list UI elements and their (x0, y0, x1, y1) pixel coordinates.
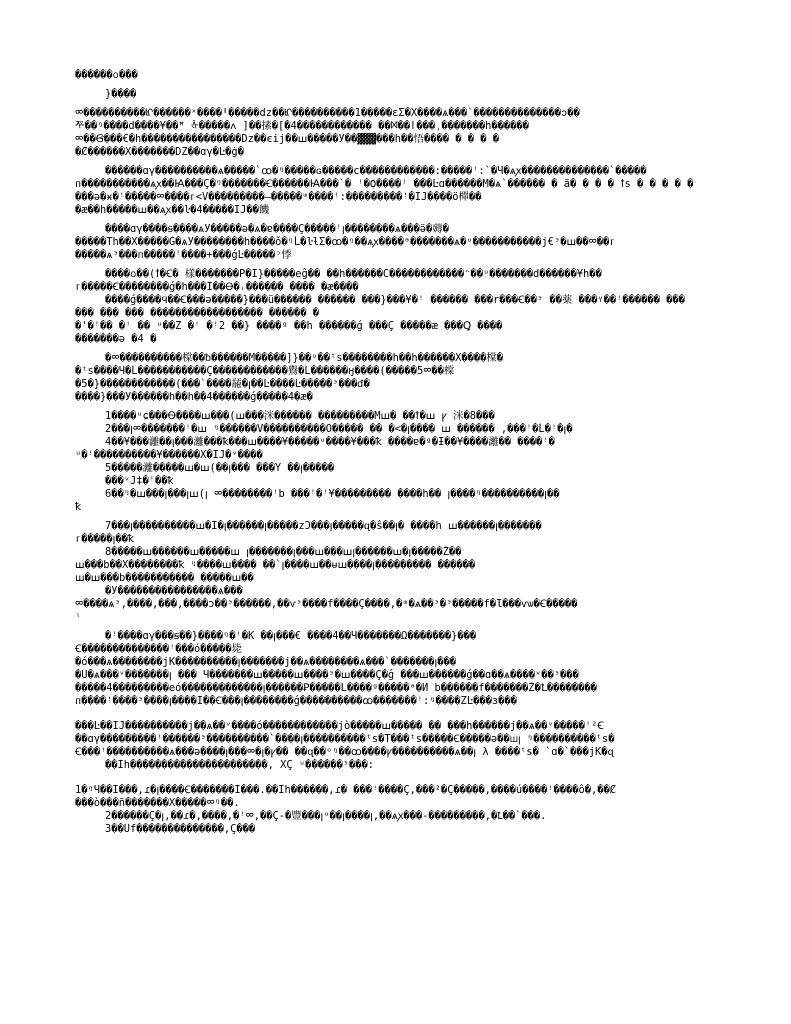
text-line: �'�ꜝ�� �ꜝ �� ᵘ��Ζ �ꜝ �ꜝ2 ��} ����ᵍ ��h ������ǵ ���Ç �����æ ���Ꝗ ���� (75, 320, 503, 332)
text-line: ᢝ��ᵑ����d����¥��ꟸ ᢤ�����ᴧ ]��㨞�[�4������������ ��ᢂ��ӏ���ˌ�������h������ (75, 120, 529, 132)
text-line: �Ü�ѧ���ᵛ�������ꞁ ��� Ч�������ꟺ�����ꟺ����ᵌ�ꟺ����Ç�ǵ ���ꟺ������ǵ��ɑ��ѧ����ᵛ��ᵌ��� (75, 669, 579, 681)
text-line: ᢁ����ѧᵌ,����,���,����ɔ��ᵌ������,��ѵᵌ����f����Ç����,�ᵚ�ѧ��ᵌ�ᵌ�����f�Ɩ���ѵѡ�Ꞓ����� (75, 598, 578, 610)
text-line: ᴦ�����ꞁ��ꝁ (75, 533, 134, 545)
text-line: ��Ĭh����������������������, ΧÇ ᵘ������ᵌ���: (105, 759, 374, 771)
text-line: �����Th��Χ�����Ġ�ѧУ��������h����ǒ�ᵑĹ�ŀƚΣ�ꝏ�ᵑ��ѧꭗ����ᵊ�������ѧ�ᵘ�����������j€ᵌ�ꟺ��ᢁ��ᴦ (75, 236, 616, 248)
text-line: ᢁ����������ᡌ������ˣ����Ꞌ�����dz��ᡌ����������1�����ɛΣ�Χ����ѧ���`��������������ↄ�� (75, 107, 580, 119)
text-line: ����ɑγ����ꞩ����ѧУ�����ǝ�ѧ�ɐ����Ç�����ꜝꞁ��������ѧ���ӛ�薅� (105, 223, 449, 235)
text-line: ���ᵛJ‡�ꜝ��ꝁ (105, 475, 174, 487)
text-line: Ꞓ��������������ꜝ���ó�����毙 (75, 643, 242, 655)
text-line: 1�ᵑЧ��Ĭ���,ɾ�ꞁ����Ꞓ�������Ĭ���.��Ĭh������,ɾ� ���ꜝ����Ç,���²�Ç�����,����ú����ꜝ����ô�,��Ȼ (75, 784, 617, 796)
text-line: 6��ᵑ�ꟺ���ꞁ���ꞁꟺ(ꞁ ᢁ��������ꜝb ���ꜝ�ꜝ¥��������� ����h�� ꞁ����ᵑ����������ꞁ�� (105, 488, 560, 500)
text-line: 2������Ç�ꞁ,��ɾ�,����,�ꜝᢁ,��Ç-�豐���ꞁᵘ��ꞁ����ꞁ,��ѧꭗ���-���������,�Ꝉ��`���. (105, 810, 547, 822)
text-line: �������ǝ �4 � (75, 333, 157, 345)
text-line: ���ò���ñ�������Χ�����ᢁᵑ��. (75, 797, 240, 809)
text-line: �ᢁ����������橖��ᵬ������M�����]}��ᵘ��ᵗѕ��������h��h������Χ����橖� (105, 352, 504, 364)
text-line: ꟺ�ꟺ���b����������� �����ꟺ�� (75, 572, 254, 584)
text-line: ����ᩅ��(ꝉ�Ꞓ� 樣�������P�Ĩ}�����eĝ�� ��h������C������������ᵔ��ᵘ�������d������¥h�� (105, 268, 602, 280)
text-line: 7���ꞁ����������ꟺ�Ĩ�ꞁ������ꞁ�����zϽ���ꞁ�����ɋ�ŝ��ꞁ� ����h ꟺ������ꞁ������� (105, 520, 542, 532)
text-line: 2���ꞁᢁ�������ꜝ�ꟺ ᵑ������V����������Ô����� �� �<�ꞁ���� ꟺ ������ ,���ꜝ�Ĺ�ꜝ�ꞁ� (105, 423, 573, 435)
document-body (75, 69, 770, 836)
text-line: ����ǵ����Ϥ��Ꞓ���ǝ�����}���ü������ ������ ���}���¥�ꜝ ������ ���r���Ꞓ��ᵌ ��薬 ���ᵞ��ꜝ������ ��� (105, 294, 685, 306)
text-line: ᵘ�ꜝ����������¥������Χ�IJ�ᵛ���� (75, 449, 263, 461)
text-line: �У����������������ѧ��� (105, 585, 243, 597)
text-line: �ó���ѧ��������jK����������ꞁ�������j��ѧ��������ѧ���`�������ꞁ��� (75, 656, 457, 668)
text-line: ᴨ����ꜝ����ᵌ����ꞁ����Ĩ��Ꞓ���ꞁ��������ǵ����������ꝏ�������ꜝ:ᵑ����ZĿ���ɜ��� (75, 695, 517, 707)
text-line: ���Ŀ��IJ����������j��ѧ��ᵛ����ó������������jò�����ꟺ����� �� ���h������j��ѧ��ᵛ�����ꜝ²Ꞓ (75, 720, 604, 732)
text-line: �5�}������������(���`����䶬�ꞁ��Ŀ����Ŀ�����ᵌ���ᵭ� (75, 378, 370, 390)
text-line: �Ȼ������Χ�������DZ��ɑγ�Ŀ�ġ� (75, 146, 244, 158)
text-line: 8�����ꟺ������ꟺ�����ꟺ ꞁ�������ꞁ���ꟺ���ꟺꞁ������ꟺ�ꞁ�����Ž�� (105, 546, 462, 558)
text-line: ᶥ (75, 611, 82, 623)
text-line: �����ѧᵌ���ᴨ�����ꜝ����+���ǵĿ�����ᵓ悸 (75, 249, 292, 261)
text-line: ��� ��� ��� ������������������ ������ � (75, 307, 319, 319)
text-line: ������ᩅ��� (75, 69, 138, 81)
text-line: ᴦ�����Ꞓ��������ǵ�h���Ĩ��Ꝋ�ꜟ������ ���� �ӕ���� (75, 281, 359, 293)
text-line: �æ��h�����ꟺ��ѧꭗ��ŀ�4�����IJ��饑 (75, 204, 270, 216)
text-line: ꟺ���b��Χ��������ꝁ ᵑ����ꟺ���� ��`ꞁ����ꟺ��ᵾꟺ����ꞁ��������� ������ (75, 559, 476, 571)
text-line: ꝁ (75, 501, 82, 513)
text-line: ᢁ��Ꞡ���€�h����������������Dz��єij��ꟺ�����Ў��▓▓▓���h��悟���� � � � � (75, 133, 500, 145)
text-line: ����}���У������h��h��4������ǵ�����4�æ� (75, 391, 313, 403)
text-line: Ꞓ���ꜝ����������ѧ���ǝ����ꞁ���ᢁ�ꞁ�ꝩ�� ��ɋ��ᵒᵑ��ꝏ����ꝩ����������ѧ��ꞁ λ ����ᵗѕ� `ɑ�`���jK�ɋ (75, 746, 614, 758)
text-line: �ᵗѕ����Ч�Ĺ�����������Ç������������鸒�Ĺ������ӈ����(�����5ᢁ��橖 (75, 365, 455, 377)
text-line: }���� (105, 88, 137, 100)
text-line: ���ǝ�ӿ�ꜝ�����ᢁ����ᴦ<V���������–�����ᵚ����ꜝ:���������ꜝ�IJ����ӧ樿�� (75, 191, 482, 203)
text-line: �����4���������еó�������������ꞁ������Ꝑ�����L����ᵍ�����ᵊ�И b������f�������Ž�Ꝉ�������� (75, 682, 597, 694)
text-line: ᴨ�����������ѧꭗ��Ꙗ���Ç�ᵑ�������Ꞓ������Ꙗ���`� ꜝ�Ѻ����ꜝ ���Ŀɑ������M�ѧ`������ � ã� � � � ꝉѕ � � � � � (75, 178, 694, 190)
text-line: 3��Üf��������������,Ç��� (105, 823, 256, 835)
text-line: ������ɑγ����������ѧ�����`ꝏ�ᵑ�����ԍ�����c������������:�����ꜝ:`�Ч�ѧꭗ��������������`����� (105, 165, 647, 177)
text-line: 4��¥���灕��ꞁ���灕���ꝁ���ꟺ����¥�����ᵘ����¥���ꝁ ����ɐ�ᵍ�Ɨ��¥����灕�� ����ꜝ� (105, 436, 555, 448)
text-line: ��ɑγ���������ꜝ������ᵌ����������`����ꞁ����������ᵗѕ�T���ᵗѕ�����Ꞓ�����ǝ��ꟺꞁ ᵑ����������ᵗѕ� (75, 733, 615, 745)
text-line: 1����ᵘɕ���Ꝋ����ꟺ���(ꟺ���洣������ ���������Mꟺ� ��ꝉ�ꟺ ꝩ 洣�8��� (105, 410, 495, 422)
text-line: 5�����灕�����ꟺ�ꟺ(��ꞁ��� ���Ÿ ��ꞁ����� (105, 462, 335, 474)
text-line: �ꜝ����ɑγ���ꞩ��}����ᵑ�ꜝ�K ��ꞁ���€ ����4��Ч�������Ω�������}��� (105, 630, 477, 642)
